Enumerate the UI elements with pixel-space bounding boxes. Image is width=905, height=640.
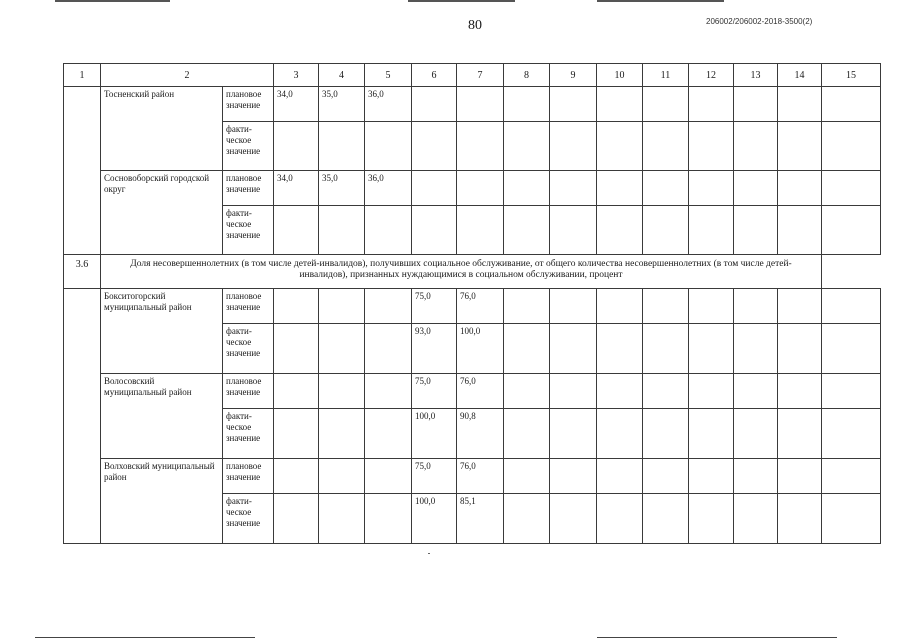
col-header: 2 [101, 64, 274, 87]
empty-cell [822, 374, 881, 409]
plan-label: плановое значение [223, 171, 274, 206]
value-cell [457, 171, 504, 206]
district-name: Бокситогорский муниципальный район [101, 289, 223, 374]
empty-cell [550, 206, 597, 255]
empty-cell [734, 324, 778, 374]
plan-label: плановое значение [223, 374, 274, 409]
empty-cell [689, 289, 734, 324]
col-header: 12 [689, 64, 734, 87]
empty-cell [822, 87, 881, 122]
section-row [64, 255, 881, 289]
empty-cell [734, 409, 778, 459]
value-cell [319, 494, 365, 544]
fact-label: факти-ческое значение [223, 122, 274, 171]
plan-row [64, 87, 881, 122]
fact-label: факти-ческое значение [223, 409, 274, 459]
value-cell: 76,0 [457, 459, 504, 494]
value-cell [319, 459, 365, 494]
value-cell [457, 206, 504, 255]
value-cell [365, 324, 412, 374]
empty-cell [689, 494, 734, 544]
scan-edge-line [408, 0, 515, 2]
group-section-3-6 [64, 289, 881, 544]
value-cell [365, 289, 412, 324]
value-cell: 75,0 [412, 289, 457, 324]
empty-cell [734, 171, 778, 206]
value-cell [274, 459, 319, 494]
empty-cell [504, 289, 550, 324]
plan-label: плановое значение [223, 459, 274, 494]
value-cell [274, 409, 319, 459]
empty-cell [689, 409, 734, 459]
value-cell [319, 374, 365, 409]
empty-cell [550, 324, 597, 374]
value-cell [365, 374, 412, 409]
empty-cell [504, 324, 550, 374]
page-number: 80 [468, 18, 482, 33]
empty-cell [643, 324, 689, 374]
value-cell [412, 171, 457, 206]
value-cell: 35,0 [319, 87, 365, 122]
plan-label: плановое значение [223, 289, 274, 324]
empty-cell [778, 374, 822, 409]
value-cell [274, 494, 319, 544]
district-name: Сосновоборский городской округ [101, 171, 223, 255]
empty-cell [504, 459, 550, 494]
empty-cell [734, 374, 778, 409]
empty-cell [643, 374, 689, 409]
col-header: 8 [504, 64, 550, 87]
empty-cell [689, 87, 734, 122]
value-cell [274, 122, 319, 171]
col-header: 9 [550, 64, 597, 87]
value-cell [365, 459, 412, 494]
plan-row [64, 374, 881, 409]
value-cell: 75,0 [412, 459, 457, 494]
header-row [64, 64, 881, 87]
empty-cell [734, 459, 778, 494]
value-cell [319, 409, 365, 459]
empty-cell [550, 289, 597, 324]
col-header: 4 [319, 64, 365, 87]
col-header: 5 [365, 64, 412, 87]
plan-label: плановое значение [223, 87, 274, 122]
value-cell [365, 206, 412, 255]
col-header: 14 [778, 64, 822, 87]
empty-cell [597, 171, 643, 206]
plan-row [64, 459, 881, 494]
value-cell: 75,0 [412, 374, 457, 409]
empty-cell [822, 494, 881, 544]
value-cell: 36,0 [365, 171, 412, 206]
col-header: 15 [822, 64, 881, 87]
empty-cell [643, 459, 689, 494]
empty-cell [504, 409, 550, 459]
value-cell [365, 122, 412, 171]
col-header: 1 [64, 64, 101, 87]
value-cell [274, 289, 319, 324]
value-cell: 76,0 [457, 289, 504, 324]
scan-speck [428, 553, 430, 554]
empty-cell [822, 409, 881, 459]
empty-cell [689, 459, 734, 494]
empty-cell [778, 206, 822, 255]
value-cell [457, 87, 504, 122]
empty-cell [597, 122, 643, 171]
empty-cell [504, 374, 550, 409]
empty-cell [550, 459, 597, 494]
empty-cell [822, 171, 881, 206]
scan-edge-line [597, 0, 724, 2]
value-cell: 34,0 [274, 87, 319, 122]
fact-label: факти-ческое значение [223, 324, 274, 374]
scan-edge-line [35, 637, 255, 638]
empty-cell [550, 122, 597, 171]
fact-label: факти-ческое значение [223, 206, 274, 255]
empty-cell [504, 122, 550, 171]
value-cell [319, 206, 365, 255]
empty-cell [778, 87, 822, 122]
empty-cell [550, 409, 597, 459]
value-cell: 100,0 [457, 324, 504, 374]
col-header: 13 [734, 64, 778, 87]
empty-cell [822, 289, 881, 324]
district-name: Волосовский муниципальный район [101, 374, 223, 459]
empty-cell [734, 122, 778, 171]
empty-cell [597, 206, 643, 255]
empty-cell [643, 87, 689, 122]
value-cell: 93,0 [412, 324, 457, 374]
empty-cell [597, 289, 643, 324]
value-cell [274, 374, 319, 409]
col-header: 6 [412, 64, 457, 87]
empty-cell [504, 87, 550, 122]
value-cell: 90,8 [457, 409, 504, 459]
row-number-cell [64, 289, 101, 544]
empty-cell [643, 122, 689, 171]
document-reference: 206002/206002-2018-3500(2) [706, 17, 813, 26]
district-name: Волховский муниципальный район [101, 459, 223, 544]
empty-cell [550, 494, 597, 544]
empty-cell [597, 374, 643, 409]
value-cell [274, 324, 319, 374]
value-cell [412, 206, 457, 255]
empty-cell [778, 459, 822, 494]
value-cell [365, 494, 412, 544]
empty-cell [689, 374, 734, 409]
col-header: 10 [597, 64, 643, 87]
col-header: 11 [643, 64, 689, 87]
empty-cell [550, 171, 597, 206]
value-cell [319, 122, 365, 171]
empty-cell [734, 206, 778, 255]
empty-cell [734, 494, 778, 544]
empty-cell [504, 494, 550, 544]
empty-cell [822, 324, 881, 374]
value-cell: 76,0 [457, 374, 504, 409]
empty-cell [643, 409, 689, 459]
value-cell [412, 122, 457, 171]
empty-cell [689, 122, 734, 171]
fact-label: факти-ческое значение [223, 494, 274, 544]
empty-cell [778, 289, 822, 324]
empty-cell [504, 206, 550, 255]
empty-cell [504, 171, 550, 206]
value-cell: 36,0 [365, 87, 412, 122]
empty-cell [550, 87, 597, 122]
empty-cell [734, 87, 778, 122]
section-title: Доля несовершеннолетних (в том числе детей-инвалидов), получивших социальное обслуживание, от общего количества несовершеннолетних (в том числе детей-инвалидов), признанных нуждающимися в социальном обслуживании, процент [101, 255, 822, 289]
empty-cell [643, 494, 689, 544]
value-cell [412, 87, 457, 122]
value-cell: 34,0 [274, 171, 319, 206]
empty-cell [778, 324, 822, 374]
empty-cell [689, 206, 734, 255]
empty-cell [822, 459, 881, 494]
value-cell [319, 324, 365, 374]
value-cell: 35,0 [319, 171, 365, 206]
empty-cell [597, 409, 643, 459]
empty-cell [597, 87, 643, 122]
empty-cell [689, 324, 734, 374]
value-cell: 100,0 [412, 409, 457, 459]
scan-edge-line [597, 637, 837, 638]
scan-edge-line [55, 0, 170, 2]
row-number-cell [64, 87, 101, 255]
empty-cell [689, 171, 734, 206]
empty-cell [778, 122, 822, 171]
col-header: 7 [457, 64, 504, 87]
empty-cell [778, 171, 822, 206]
value-cell [319, 289, 365, 324]
value-cell: 100,0 [412, 494, 457, 544]
value-cell: 85,1 [457, 494, 504, 544]
value-cell [457, 122, 504, 171]
district-name: Тосненский район [101, 87, 223, 171]
empty-cell [734, 289, 778, 324]
empty-cell [597, 494, 643, 544]
value-cell [365, 409, 412, 459]
group-previous-indicator [64, 87, 881, 255]
empty-cell [550, 374, 597, 409]
empty-cell [643, 206, 689, 255]
section-number: 3.6 [64, 255, 101, 289]
value-cell [274, 206, 319, 255]
empty-cell [822, 122, 881, 171]
empty-cell [643, 289, 689, 324]
empty-cell [778, 494, 822, 544]
empty-cell [822, 206, 881, 255]
empty-cell [597, 324, 643, 374]
plan-row [64, 289, 881, 324]
empty-cell [778, 409, 822, 459]
empty-cell [643, 171, 689, 206]
indicator-table [63, 63, 881, 544]
plan-row [64, 171, 881, 206]
empty-cell [597, 459, 643, 494]
col-header: 3 [274, 64, 319, 87]
